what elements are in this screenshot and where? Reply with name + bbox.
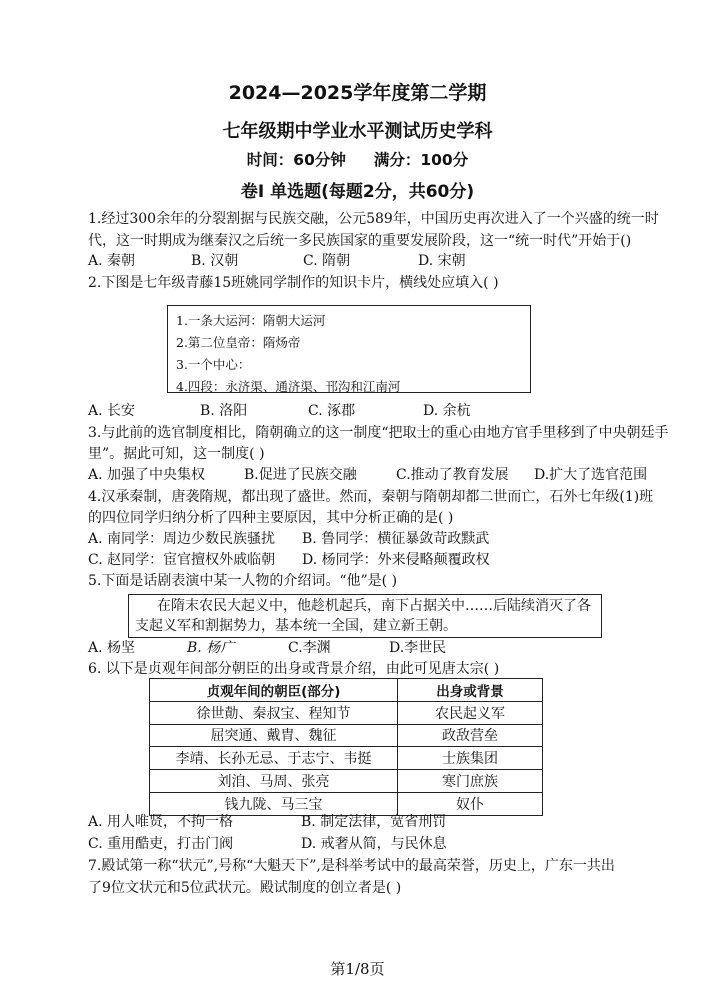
table-row (150, 724, 543, 747)
table-row (150, 770, 543, 793)
exam-score: 满分：100分 (373, 151, 469, 169)
q1-option-b: B. 汉朝 (191, 253, 239, 269)
q4-option-b: B. 鲁同学：横征暴敛苛政黩武 (302, 531, 490, 547)
q2-option-a: A. 长安 (88, 403, 136, 419)
q2-line1: 2.下图是七年级青藤15班姚同学制作的知识卡片，横线处应填入( ) (88, 275, 499, 291)
q5-box-line2: 支起义军和割据势力，基本统一全国，建立新王朝。 (135, 618, 457, 634)
q2-card-item: 4.四段：永济渠、通济渠、邗沟和江南河 (176, 379, 401, 394)
q4-option-d: D. 杨同学：外来侵略颠覆政权 (302, 552, 490, 568)
q4-option-a: A. 南同学：周边少数民族骚扰 (88, 531, 276, 547)
q5-box-line1: 在隋末农民大起义中，他趁机起兵，南下占据关中……后陆续消灭了各 (157, 598, 591, 614)
table-cell: 钱九陇、马三宝 (150, 792, 398, 815)
table-cell: 寒门庶族 (398, 770, 543, 793)
q5-option-b: B. 杨广 (187, 640, 235, 656)
q4-line1: 4.汉承秦制，唐袭隋规，都出现了盛世。然而，秦朝与隋朝却都二世而亡，石外七年级(1)班 (88, 489, 654, 505)
q2-card-item: 3.一个中心： (176, 357, 251, 372)
q1-option-d: D. 宋朝 (418, 253, 466, 269)
q5-option-a: A. 杨坚 (88, 640, 136, 656)
q2-card-item: 2.第二位皇帝：隋炀帝 (176, 335, 301, 350)
q1-line1: 1.经过300余年的分裂割据与民族交融，公元589年，中国历史再次进入了一个兴盛的统一时 (88, 211, 659, 227)
table-cell: 屈突通、戴胄、魏征 (150, 724, 398, 747)
q3-line1: 3.与此前的选官制度相比，隋朝确立的这一制度“把取士的重心由地方官手里移到了中央朝廷手 (88, 425, 669, 441)
q2-option-d: D. 余杭 (423, 403, 471, 419)
q4-line2: 的四位同学归纳分析了四种主要原因，其中分析正确的是( ) (88, 510, 454, 526)
q6-option-b: B. 制定法律，宽省刑罚 (301, 814, 447, 830)
q6-option-d: D. 戒奢从简，与民休息 (301, 836, 447, 852)
q6-option-a: A. 用人唯贤，不拘一格 (88, 814, 234, 830)
q3-option-c: C.推动了教育发展 (396, 467, 509, 483)
table-row (150, 747, 543, 770)
q3-option-d: D.扩大了选官范围 (534, 467, 648, 483)
q2-option-b: B. 洛阳 (200, 403, 248, 419)
q4-option-c: C. 赵同学：宦官擅权外戚临朝 (88, 552, 276, 568)
table-header-row (150, 679, 543, 702)
table-cell: 徐世勣、秦叔宝、程知节 (150, 701, 398, 724)
q6-table (149, 678, 543, 816)
q5-option-d: D.李世民 (389, 640, 447, 656)
q3-line2: 里”。据此可知，这一制度( ) (88, 446, 265, 462)
table-cell: 政敌营垒 (398, 724, 543, 747)
q5-option-c: C.李渊 (288, 640, 331, 656)
exam-subject-title: 七年级期中学业水平测试历史学科 (222, 121, 493, 142)
q6-line1: 6. 以下是贞观年间部分朝臣的出身或背景介绍，由此可见唐太宗( ) (88, 661, 500, 677)
q2-card-item: 1.一条大运河：隋朝大运河 (176, 313, 326, 328)
table-cell: 奴仆 (398, 792, 543, 815)
exam-time: 时间：60分钟 (246, 151, 346, 169)
q7-line2: 了9位文状元和5位武状元。殿试制度的创立者是( ) (88, 880, 402, 896)
q1-option-c: C. 隋朝 (303, 253, 351, 269)
q2-option-c: C. 涿郡 (308, 403, 356, 419)
q1-line2: 代，这一时期成为继秦汉之后统一多民族国家的重要发展阶段，这一“统一时代”开始于() (88, 233, 632, 249)
q2-knowledge-card (167, 305, 531, 393)
q3-option-b: B.促进了民族交融 (244, 467, 357, 483)
q6-option-c: C. 重用酷吏，打击门阀 (88, 836, 234, 852)
table-cell: 农民起义军 (398, 701, 543, 724)
table-cell: 刘洎、马周、张亮 (150, 770, 398, 793)
table-row (150, 701, 543, 724)
exam-year-title: 2024—2025学年度第二学期 (228, 82, 487, 104)
table-cell: 李靖、长孙无忌、于志宁、韦挺 (150, 747, 398, 770)
q5-intro-box (128, 594, 602, 638)
q5-line1: 5.下面是话剧表演中某一人物的介绍词。“他”是( ) (88, 573, 398, 589)
table-header: 出身或背景 (398, 679, 543, 702)
exam-info (0, 148, 715, 170)
q7-line1: 7.殿试第一称“状元”,号称“大魁天下”,是科举考试中的最高荣誉，历史上，广东一共出 (88, 858, 615, 874)
table-cell: 士族集团 (398, 747, 543, 770)
page-number: 第1/8页 (330, 960, 385, 978)
q3-option-a: A. 加强了中央集权 (88, 467, 206, 483)
table-header: 贞观年间的朝臣(部分) (150, 679, 398, 702)
section-title: 卷I 单选题(每题2分，共60分) (240, 182, 475, 202)
q1-option-a: A. 秦朝 (88, 253, 136, 269)
